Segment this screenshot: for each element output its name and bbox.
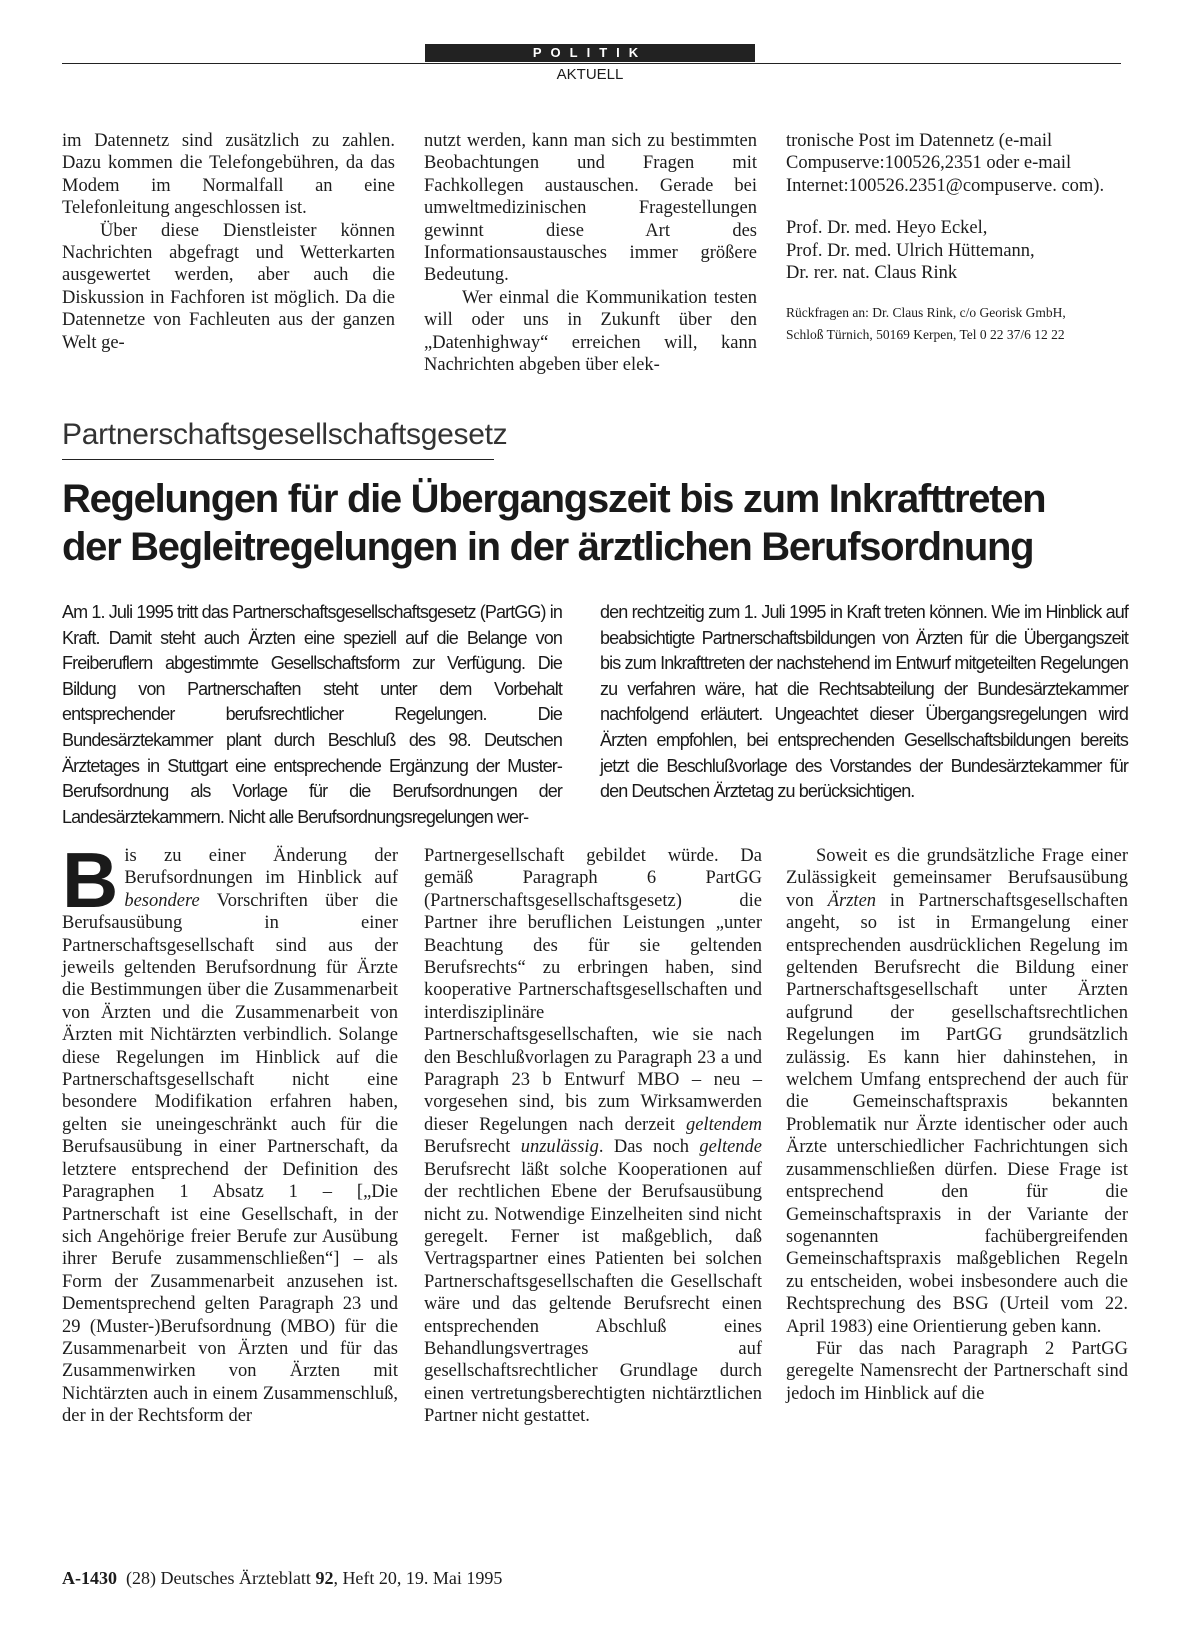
previous-article-column-3 (786, 130, 1126, 346)
headline-line: der Begleitregelungen in der ärztlichen Berufsordnung (62, 525, 1034, 569)
previous-article-column-1 (62, 130, 395, 354)
paragraph (424, 845, 762, 1428)
emphasis: geltende (699, 1137, 763, 1158)
emphasis: besondere (124, 890, 200, 911)
kicker-underline (62, 459, 494, 460)
text-run: is zu einer Änderung der Berufsordnungen im Hinblick auf (124, 846, 398, 889)
lead-paragraph: den rechtzeitig zum 1. Juli 1995 in Kraft treten können. Wie im Hinblick auf beabsichtigte Partnerschaftsbildungen von Ärzten für die Übergangszeit bis zum Inkrafttreten der nachstehend im Entwurf mitgeteilten Regelungen zu verfahren wäre, hat die Rechtsabteilung der Bundesärztekammer nachfolgend erläutert. Ungeachtet dieser Übergangsregelungen wird Ärzten empfohlen, bei entsprechenden Gesellschaftsbildungen bereits jetzt die Beschlußvorlage des Vorstandes der Bundesärztekammer für den Deutschen Ärztetag zu berücksichtigen. (600, 602, 1128, 802)
header-rule (62, 63, 1121, 64)
paragraph: Für das nach Paragraph 2 PartGG geregelte Namensrecht der Partnerschaft sind jedoch im Hinblick auf die (786, 1338, 1128, 1404)
paragraph: Wer einmal die Kommunikation testen will oder uns in Zukunft über den „Datenhighway“ erreichen will, kann Nachrichten abgeben über elek- (424, 287, 757, 376)
text-run: Berufsrecht läßt solche Kooperationen auf der rechtlichen Ebene der Berufsausübung nicht zu. Notwendige Einzelheiten sind nicht geregelt. Ferner ist maßgeblich, daß Vertragspartner eines Patienten bei solchen Partnerschaftsgesellschaften die Gesellschaft wäre und das geltende Berufsrecht einen entsprechenden Abschluß eines Behandlungsvertrages auf gesellschaftsrechtlicher Grundlage durch einen vertretungsberechtigten nichtärztlichen Partner nicht gestattet. (424, 1159, 762, 1427)
paragraph: nutzt werden, kann man sich zu bestimmten Beobachtungen und Fragen mit Fachkollegen austauschen. Gerade bei umweltmedizinischen Fragestellungen gewinnt diese Art des Informationsaustausches immer größere Bedeutung. (424, 131, 757, 286)
body-column-3 (786, 845, 1128, 1405)
body-column-2 (424, 845, 762, 1428)
issue-date: , Heft 20, 19. Mai 1995 (333, 1568, 503, 1588)
text-run: Berufsrecht (424, 1137, 521, 1158)
author: Prof. Dr. med. Heyo Eckel, (786, 218, 988, 239)
paragraph: im Datennetz sind zusätzlich zu zahlen. Dazu kommen die Telefongebühren, da das Modem im Normalfall an eine Telefonleitung angeschlossen ist. (62, 131, 395, 219)
paragraph (62, 836, 398, 1428)
author: Dr. rer. nat. Claus Rink (786, 263, 958, 284)
paragraph (786, 845, 1128, 1338)
journal-name: (28) Deutsches Ärzteblatt (126, 1568, 311, 1588)
article-headline (62, 475, 1142, 571)
page-number: A-1430 (62, 1568, 117, 1588)
lead-column-2 (600, 600, 1128, 805)
emphasis: geltendem (685, 1114, 762, 1135)
emphasis: unzulässig (520, 1137, 599, 1158)
text-run: in Partnerschaftsgesellschaften angeht, so ist in Ermangelung einer entsprechenden ausdrücklichen Regelung im geltenden Berufsrecht die Bildung einer Partnerschaftsgesellschaft unter Ärzten aufgrund der gesellschaftsrechtlichen Regelungen im PartGG grundsätzlich zulässig. Es kann hier dahinstehen, in welchem Umfang entsprechend der auch für die Gemeinschaftspraxis bekannten Problematik nur Ärzte identischer oder auch Ärzte unterschiedlicher Fachrichtungen sich zusammenschließen dürfen. Diese Frage ist entsprechend den für die Gemeinschaftspraxis in der Variante der sogenannten fachübergreifenden Gemeinschaftspraxis maßgeblichen Regeln zu entscheiden, wobei insbesondere auch die Rechtsprechung des BSG (Urteil vom 22. April 1983) eine Orientierung geben kann. (786, 890, 1128, 1337)
body-column-1 (62, 836, 398, 1428)
author: Prof. Dr. med. Ulrich Hüttemann, (786, 240, 1035, 261)
text-run: Partnergesellschaft gebildet würde. Da gemäß Paragraph 6 PartGG (Partnerschaftsgesellschaftsgesetz) die Partner ihre beruflichen Leistungen „unter Beachtung des für sie geltenden Berufsrechts“ zu erbringen haben, sind kooperative Partnerschaftsgesellschaften und interdisziplinäre Partnerschaftsgesellschaften, wie sie nach den Beschlußvorlagen zu Paragraph 23 a und Paragraph 23 b Entwurf MBO – neu – vorgesehen sind, bis zum Wirksamwerden dieser Regelungen nach derzeit (424, 846, 762, 1135)
paragraph: tronische Post im Datennetz (e-mail Compuserve:100526,2351 oder e-mail Internet:100526.2351@compuserve. com). (786, 131, 1105, 196)
volume-number: 92 (315, 1568, 334, 1588)
text-run: Soweit es die grundsätzliche Frage einer Zulässigkeit gemeinsamer Berufsausübung von (786, 846, 1128, 911)
contact-info (786, 302, 1126, 346)
lead-paragraph: Am 1. Juli 1995 tritt das Partnerschaftsgesellschaftsgesetz (PartGG) in Kraft. Damit steht auch Ärzten eine speziell auf die Belange von Freiberuflern abgestimmte Gesellschaftsform zur Verfügung. Die Bildung von Partnerschaften steht unter dem Vorbehalt entsprechender berufsrechtlicher Regelungen. Die Bundesärztekammer plant durch Beschluß des 98. Deutschen Ärztetages in Stuttgart eine entsprechende Ergänzung der Muster-Berufsordnung als Vorlage für die Berufsordnungen der Landesärztekammern. Nicht alle Berufsordnungsregelungen wer- (62, 602, 562, 827)
headline-line: Regelungen für die Übergangszeit bis zum Inkrafttreten (62, 477, 1046, 521)
contact-line: Rückfragen an: Dr. Claus Rink, c/o Georisk GmbH, (786, 305, 1066, 321)
text-run: . Das noch (598, 1137, 700, 1158)
previous-article-column-2 (424, 130, 757, 376)
subsection-label: AKTUELL (556, 66, 624, 83)
section-label: POLITIK (425, 44, 755, 62)
drop-cap: B (62, 836, 119, 924)
author-list (786, 217, 1126, 284)
page-footer (62, 1568, 502, 1589)
emphasis: Ärzten (827, 890, 877, 911)
contact-line: Schloß Türnich, 50169 Kerpen, Tel 0 22 37/6 12 22 (786, 327, 1065, 343)
lead-column-1 (62, 600, 562, 830)
article-kicker: Partnerschaftsgesellschaftsgesetz (62, 418, 508, 451)
paragraph: Über diese Dienstleister können Nachrichten abgefragt und Wetterkarten ausgewertet werden, aber auch die Diskussion in Fachforen ist möglich. Da die Datennetze von Fachleuten aus der ganzen Welt ge- (62, 220, 395, 353)
text-run: Vorschriften über die Berufsausübung in einer Partnerschaftsgesellschaft sind aus der jeweils geltenden Berufsordnung für Ärzte die Bestimmungen über die Zusammenarbeit von Ärzten und die Zusammenarbeit von Ärzten mit Nichtärzten verbindlich. Solange diese Regelungen im Hinblick auf die Partnerschaftsgesellschaft nicht eine besondere Modifikation erfahren haben, gelten sie uneingeschränkt auch für die Berufsausübung in einer Partnerschaft, da letztere entsprechend der Definition des Paragraphen 1 Absatz 1 – [„Die Partnerschaft ist eine Gesellschaft, in der sich Angehörige freier Berufe zur Ausübung ihrer Berufe zusammenschließen“] – als Form der Zusammenarbeit anzusehen ist. Dementsprechend gelten Paragraph 23 und 29 (Muster-)Berufsordnung (MBO) für die Zusammenarbeit von Ärzten und für das Zusammenwirken von Ärzten mit Nichtärzten auch in einem Zusammenschluß, der in der Rechtsform der (62, 890, 398, 1427)
